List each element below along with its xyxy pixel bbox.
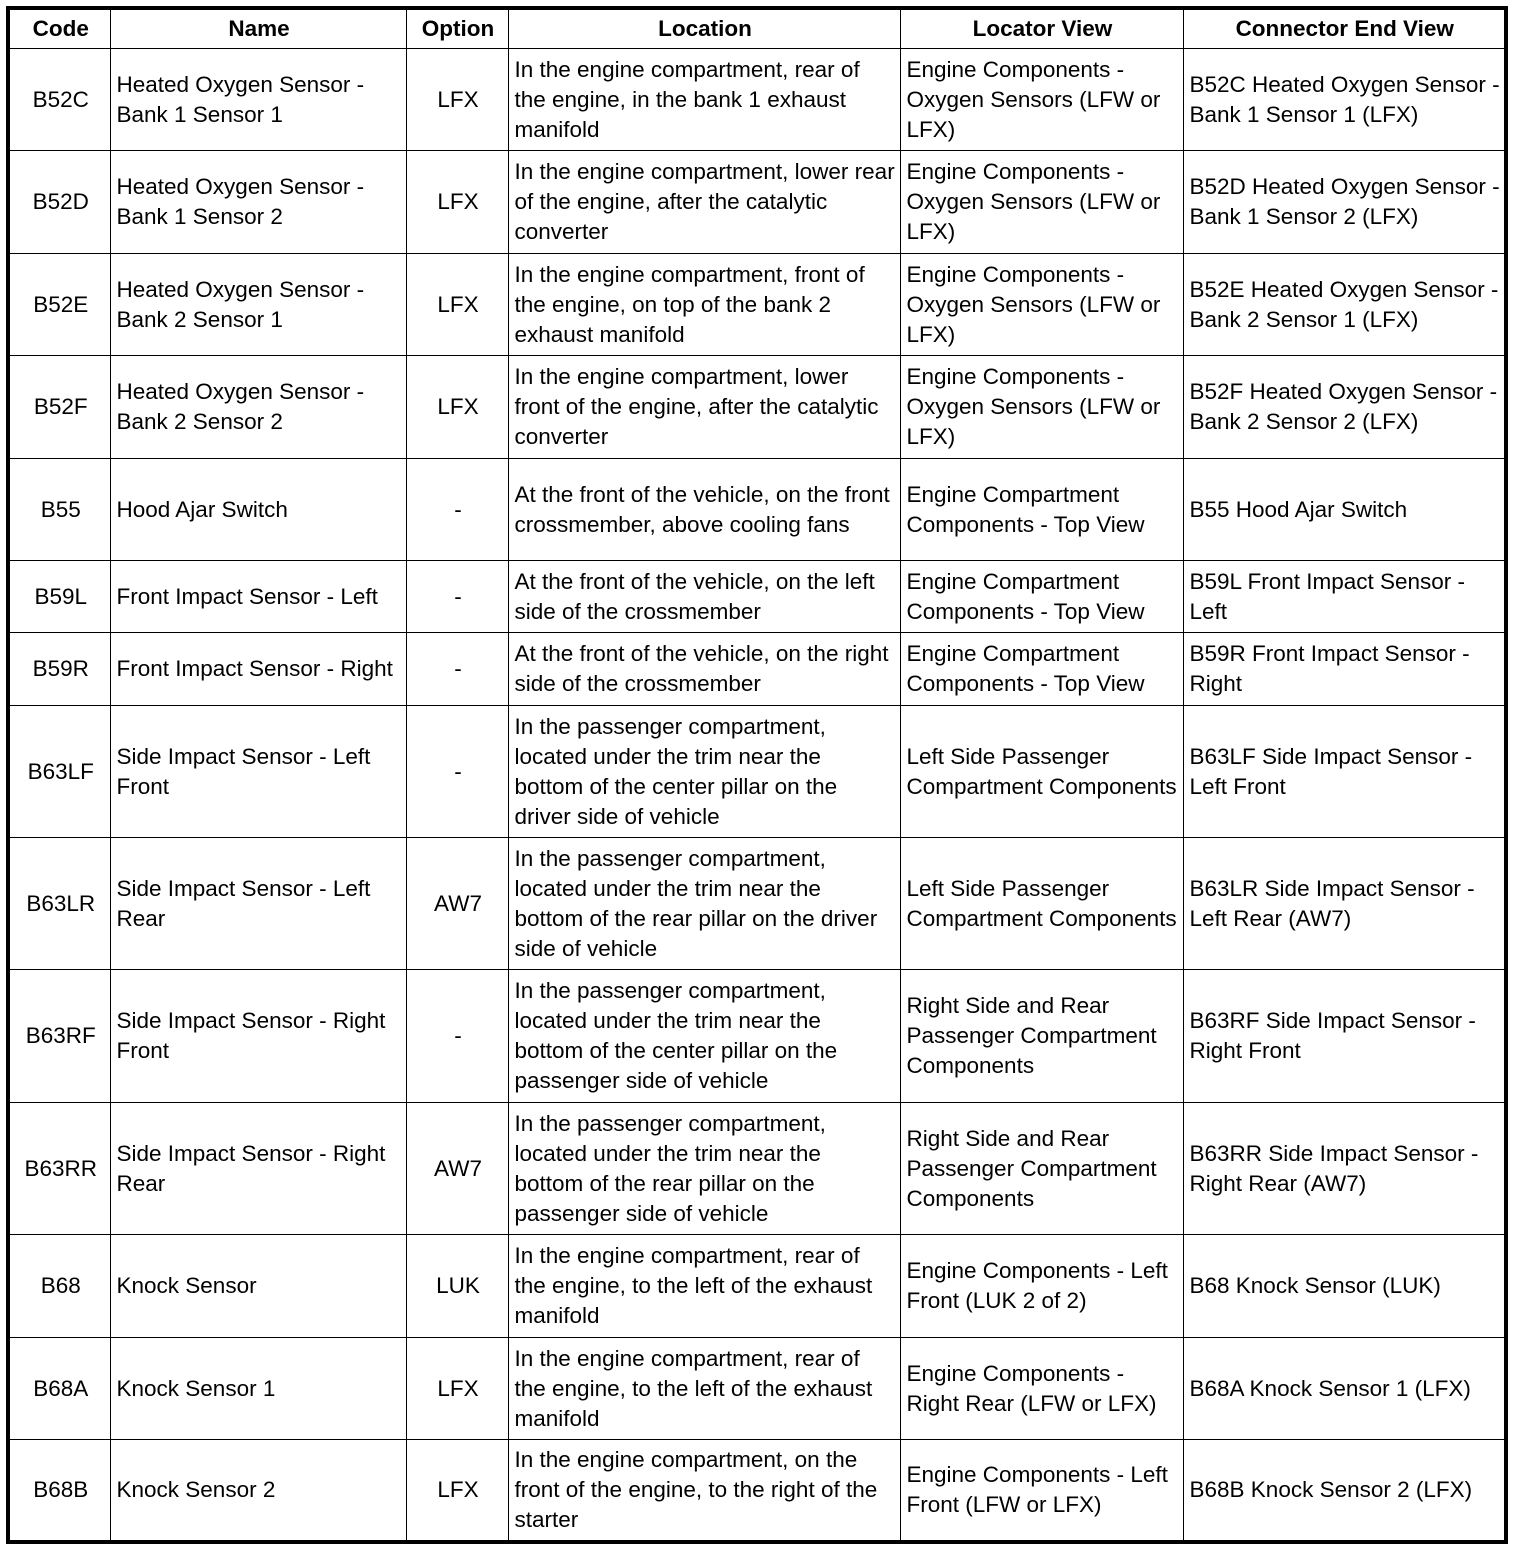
cell-code: B63RR bbox=[8, 1103, 110, 1235]
cell-name: Heated Oxygen Sensor - Bank 2 Sensor 2 bbox=[110, 356, 406, 459]
table-row bbox=[8, 706, 1506, 838]
cell-code: B52C bbox=[8, 49, 110, 151]
cell-connector: B59R Front Impact Sensor - Right bbox=[1183, 633, 1506, 706]
cell-locator: Engine Components - Right Rear (LFW or LFX) bbox=[900, 1338, 1183, 1440]
table-row bbox=[8, 1235, 1506, 1338]
cell-locator: Engine Components - Oxygen Sensors (LFW or LFX) bbox=[900, 254, 1183, 356]
table-row bbox=[8, 1440, 1506, 1542]
cell-locator: Engine Components - Left Front (LUK 2 of 2) bbox=[900, 1235, 1183, 1338]
cell-option: AW7 bbox=[406, 1103, 508, 1235]
cell-location: In the passenger compartment, located under the trim near the bottom of the center pillar on the driver side of vehicle bbox=[508, 706, 900, 838]
cell-connector: B68B Knock Sensor 2 (LFX) bbox=[1183, 1440, 1506, 1542]
header-row bbox=[8, 8, 1506, 49]
table-row bbox=[8, 459, 1506, 561]
cell-connector: B59L Front Impact Sensor - Left bbox=[1183, 561, 1506, 633]
cell-option: - bbox=[406, 970, 508, 1103]
cell-code: B68B bbox=[8, 1440, 110, 1542]
cell-name: Heated Oxygen Sensor - Bank 1 Sensor 2 bbox=[110, 151, 406, 254]
table-row bbox=[8, 49, 1506, 151]
cell-code: B63LR bbox=[8, 838, 110, 970]
cell-name: Side Impact Sensor - Left Rear bbox=[110, 838, 406, 970]
cell-name: Knock Sensor 1 bbox=[110, 1338, 406, 1440]
cell-location: At the front of the vehicle, on the left side of the crossmember bbox=[508, 561, 900, 633]
cell-connector: B63RR Side Impact Sensor - Right Rear (AW7) bbox=[1183, 1103, 1506, 1235]
cell-option: - bbox=[406, 561, 508, 633]
cell-name: Heated Oxygen Sensor - Bank 2 Sensor 1 bbox=[110, 254, 406, 356]
header-location: Location bbox=[508, 8, 900, 49]
cell-locator: Left Side Passenger Compartment Components bbox=[900, 838, 1183, 970]
table-row bbox=[8, 838, 1506, 970]
cell-option: LFX bbox=[406, 151, 508, 254]
table-row bbox=[8, 1338, 1506, 1440]
cell-code: B52D bbox=[8, 151, 110, 254]
cell-location: In the passenger compartment, located under the trim near the bottom of the center pillar on the passenger side of vehicle bbox=[508, 970, 900, 1103]
table-row bbox=[8, 1103, 1506, 1235]
header-locator-view: Locator View bbox=[900, 8, 1183, 49]
cell-connector: B52F Heated Oxygen Sensor - Bank 2 Sensor 2 (LFX) bbox=[1183, 356, 1506, 459]
cell-option: - bbox=[406, 459, 508, 561]
cell-code: B68A bbox=[8, 1338, 110, 1440]
cell-option: AW7 bbox=[406, 838, 508, 970]
cell-locator: Engine Components - Left Front (LFW or LFX) bbox=[900, 1440, 1183, 1542]
table-row bbox=[8, 356, 1506, 459]
cell-option: LFX bbox=[406, 254, 508, 356]
cell-location: In the engine compartment, rear of the engine, in the bank 1 exhaust manifold bbox=[508, 49, 900, 151]
cell-option: - bbox=[406, 706, 508, 838]
cell-locator: Right Side and Rear Passenger Compartment Components bbox=[900, 1103, 1183, 1235]
header-connector-end-view: Connector End View bbox=[1183, 8, 1506, 49]
cell-name: Front Impact Sensor - Left bbox=[110, 561, 406, 633]
cell-name: Heated Oxygen Sensor - Bank 1 Sensor 1 bbox=[110, 49, 406, 151]
cell-locator: Engine Components - Oxygen Sensors (LFW or LFX) bbox=[900, 356, 1183, 459]
table-row bbox=[8, 633, 1506, 706]
cell-code: B63LF bbox=[8, 706, 110, 838]
cell-option: LUK bbox=[406, 1235, 508, 1338]
cell-code: B55 bbox=[8, 459, 110, 561]
cell-code: B59L bbox=[8, 561, 110, 633]
component-locator-table bbox=[6, 6, 1508, 1544]
cell-locator: Engine Components - Oxygen Sensors (LFW or LFX) bbox=[900, 151, 1183, 254]
cell-location: At the front of the vehicle, on the right side of the crossmember bbox=[508, 633, 900, 706]
table-row bbox=[8, 151, 1506, 254]
cell-connector: B68 Knock Sensor (LUK) bbox=[1183, 1235, 1506, 1338]
cell-name: Front Impact Sensor - Right bbox=[110, 633, 406, 706]
table-row bbox=[8, 970, 1506, 1103]
cell-connector: B63RF Side Impact Sensor - Right Front bbox=[1183, 970, 1506, 1103]
cell-option: LFX bbox=[406, 1338, 508, 1440]
cell-location: In the engine compartment, front of the engine, on top of the bank 2 exhaust manifold bbox=[508, 254, 900, 356]
cell-option: LFX bbox=[406, 49, 508, 151]
cell-code: B59R bbox=[8, 633, 110, 706]
cell-connector: B68A Knock Sensor 1 (LFX) bbox=[1183, 1338, 1506, 1440]
cell-locator: Engine Compartment Components - Top View bbox=[900, 459, 1183, 561]
cell-location: In the engine compartment, on the front of the engine, to the right of the starter bbox=[508, 1440, 900, 1542]
cell-locator: Left Side Passenger Compartment Components bbox=[900, 706, 1183, 838]
cell-code: B63RF bbox=[8, 970, 110, 1103]
cell-location: In the engine compartment, lower rear of the engine, after the catalytic converter bbox=[508, 151, 900, 254]
cell-name: Knock Sensor 2 bbox=[110, 1440, 406, 1542]
cell-option: LFX bbox=[406, 356, 508, 459]
table-row bbox=[8, 561, 1506, 633]
cell-connector: B52E Heated Oxygen Sensor - Bank 2 Sensor 1 (LFX) bbox=[1183, 254, 1506, 356]
cell-location: At the front of the vehicle, on the front crossmember, above cooling fans bbox=[508, 459, 900, 561]
cell-location: In the passenger compartment, located under the trim near the bottom of the rear pillar on the passenger side of vehicle bbox=[508, 1103, 900, 1235]
cell-option: - bbox=[406, 633, 508, 706]
cell-location: In the passenger compartment, located under the trim near the bottom of the rear pillar on the driver side of vehicle bbox=[508, 838, 900, 970]
cell-locator: Engine Components - Oxygen Sensors (LFW or LFX) bbox=[900, 49, 1183, 151]
cell-name: Side Impact Sensor - Left Front bbox=[110, 706, 406, 838]
cell-option: LFX bbox=[406, 1440, 508, 1542]
cell-connector: B52C Heated Oxygen Sensor - Bank 1 Sensor 1 (LFX) bbox=[1183, 49, 1506, 151]
header-code: Code bbox=[8, 8, 110, 49]
cell-code: B52F bbox=[8, 356, 110, 459]
table-row bbox=[8, 254, 1506, 356]
cell-name: Hood Ajar Switch bbox=[110, 459, 406, 561]
cell-locator: Engine Compartment Components - Top View bbox=[900, 561, 1183, 633]
cell-name: Knock Sensor bbox=[110, 1235, 406, 1338]
cell-name: Side Impact Sensor - Right Rear bbox=[110, 1103, 406, 1235]
cell-connector: B55 Hood Ajar Switch bbox=[1183, 459, 1506, 561]
cell-locator: Engine Compartment Components - Top View bbox=[900, 633, 1183, 706]
cell-code: B68 bbox=[8, 1235, 110, 1338]
cell-connector: B63LR Side Impact Sensor - Left Rear (AW7) bbox=[1183, 838, 1506, 970]
header-name: Name bbox=[110, 8, 406, 49]
header-option: Option bbox=[406, 8, 508, 49]
cell-location: In the engine compartment, rear of the engine, to the left of the exhaust manifold bbox=[508, 1235, 900, 1338]
cell-location: In the engine compartment, lower front of the engine, after the catalytic converter bbox=[508, 356, 900, 459]
cell-code: B52E bbox=[8, 254, 110, 356]
cell-location: In the engine compartment, rear of the engine, to the left of the exhaust manifold bbox=[508, 1338, 900, 1440]
cell-name: Side Impact Sensor - Right Front bbox=[110, 970, 406, 1103]
cell-locator: Right Side and Rear Passenger Compartment Components bbox=[900, 970, 1183, 1103]
cell-connector: B63LF Side Impact Sensor - Left Front bbox=[1183, 706, 1506, 838]
cell-connector: B52D Heated Oxygen Sensor - Bank 1 Sensor 2 (LFX) bbox=[1183, 151, 1506, 254]
